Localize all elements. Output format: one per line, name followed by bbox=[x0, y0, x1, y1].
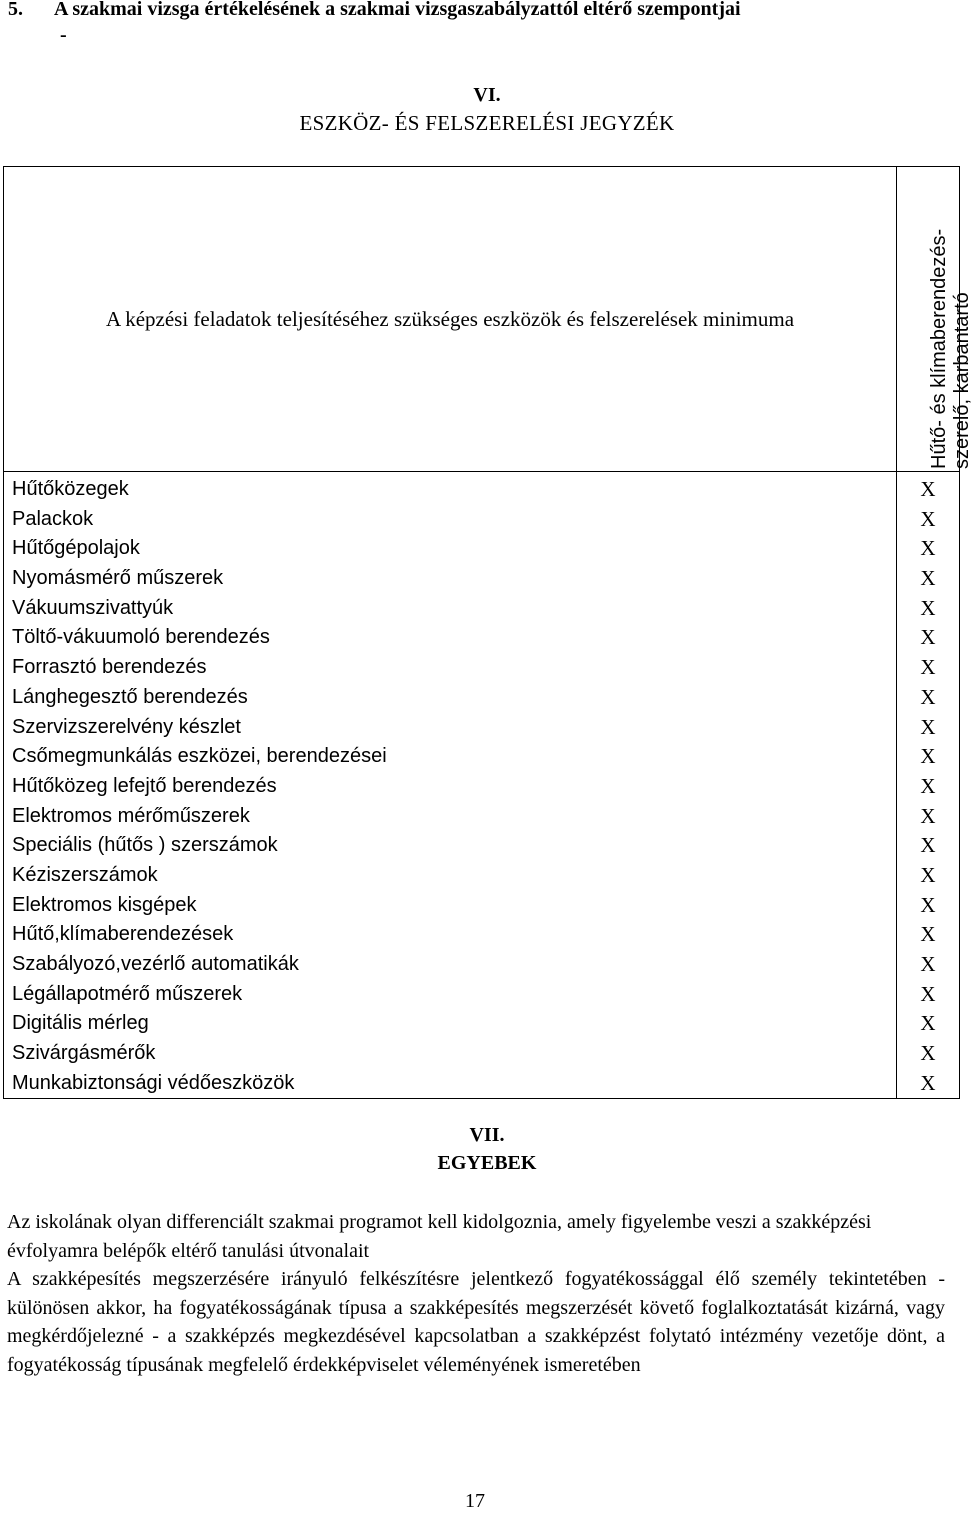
mark-list bbox=[897, 472, 960, 1099]
equipment-item: Hűtőgépolajok bbox=[12, 537, 140, 560]
equipment-mark: X bbox=[920, 744, 936, 769]
equipment-mark: X bbox=[920, 625, 936, 650]
equipment-mark: X bbox=[920, 655, 936, 680]
section-5-heading bbox=[8, 0, 741, 21]
table-body-row bbox=[4, 472, 960, 1099]
equipment-item: Elektromos mérőműszerek bbox=[12, 804, 250, 827]
equipment-item: Munkabiztonsági védőeszközök bbox=[12, 1071, 295, 1094]
equipment-mark: X bbox=[920, 862, 936, 887]
equipment-item: Forrasztó berendezés bbox=[12, 656, 207, 679]
equipment-mark: X bbox=[920, 922, 936, 947]
equipment-item: Nyomásmérő műszerek bbox=[12, 567, 224, 590]
page-number: 17 bbox=[465, 1490, 485, 1512]
section-5-content: - bbox=[60, 24, 67, 46]
equipment-item: Kéziszerszámok bbox=[12, 863, 158, 886]
equipment-item: Csőmegmunkálás eszközei, berendezései bbox=[12, 745, 387, 768]
equipment-item: Hűtőközeg lefejtő berendezés bbox=[12, 774, 277, 797]
equipment-mark: X bbox=[920, 803, 936, 828]
equipment-item: Speciális (hűtős ) szerszámok bbox=[12, 834, 278, 857]
equipment-item: Palackok bbox=[12, 507, 94, 530]
table-header-row bbox=[4, 167, 960, 472]
equipment-mark: X bbox=[920, 833, 936, 858]
equipment-mark: X bbox=[920, 536, 936, 561]
equipment-mark: X bbox=[920, 1041, 936, 1066]
paragraph-1: Az iskolának olyan differenciált szakmai programot kell kidolgoznia, amely figyelembe veszi a szakképzési évfolyamra belépők eltérő tanulási útvonalait bbox=[7, 1211, 872, 1262]
table-header-right bbox=[897, 167, 973, 472]
equipment-item: Szivárgásmérők bbox=[12, 1042, 156, 1065]
equipment-mark: X bbox=[920, 1011, 936, 1036]
vertical-header-text bbox=[928, 229, 974, 469]
equipment-list bbox=[4, 472, 897, 1099]
paragraph-2 bbox=[7, 1265, 945, 1380]
equipment-item: Hűtőközegek bbox=[12, 478, 129, 500]
equipment-mark: X bbox=[920, 981, 936, 1006]
equipment-item: Szervizszerelvény készlet bbox=[12, 715, 241, 738]
table-header-left: A képzési feladatok teljesítéséhez szükséges eszközök és felszerelések minimuma bbox=[4, 167, 897, 472]
equipment-mark: X bbox=[920, 773, 936, 798]
equipment-item: Töltő-vákuumoló berendezés bbox=[12, 626, 270, 649]
chapter-6-number: VI. bbox=[473, 84, 501, 106]
chapter-7-title: EGYEBEK bbox=[437, 1152, 537, 1174]
paragraph-2-text: A szakképesítés megszerzésére irányuló felkészítésre jelentkező fogyatékossággal élő személy tekintetében - különösen akkor, ha fogyatékosságának típusa a szakképesítés megszerzését követő foglalkoztatását kizárná, vagy megkérdőjelezné - a szakképzés megkezdésével kapcsolatban a szakképzést folytató intézmény vezetője dönt, a fogyatékosság típusának megfelelő érdekképviselet véleményének ismeretében bbox=[7, 1268, 945, 1377]
equipment-item: Hűtő,klímaberendezések bbox=[12, 923, 234, 946]
equipment-item: Lánghegesztő berendezés bbox=[12, 685, 248, 708]
vertical-header-line-1: Hűtő- és klímaberendezés- bbox=[928, 228, 950, 469]
equipment-mark: X bbox=[920, 506, 936, 531]
equipment-mark: X bbox=[920, 952, 936, 976]
vertical-header-line-2: szerelő, karbantartó bbox=[951, 292, 973, 469]
equipment-table bbox=[3, 166, 973, 1099]
equipment-item: Digitális mérleg bbox=[12, 1012, 149, 1035]
section-5-number: 5. bbox=[8, 0, 23, 20]
equipment-mark: X bbox=[920, 684, 936, 709]
chapter-6-title: ESZKÖZ- ÉS FELSZERELÉSI JEGYZÉK bbox=[299, 111, 675, 135]
equipment-mark: X bbox=[920, 566, 936, 591]
chapter-7-number: VII. bbox=[469, 1124, 505, 1146]
equipment-item: Légállapotmérő műszerek bbox=[12, 982, 243, 1005]
equipment-mark: X bbox=[920, 477, 936, 501]
equipment-item: Elektromos kisgépek bbox=[12, 893, 197, 916]
equipment-item: Szabályozó,vezérlő automatikák bbox=[12, 953, 299, 975]
section-5-title: A szakmai vizsga értékelésének a szakmai vizsgaszabályzattól eltérő szempontjai bbox=[54, 0, 741, 20]
equipment-item: Vákuumszivattyúk bbox=[12, 596, 174, 619]
equipment-mark: X bbox=[920, 595, 936, 620]
equipment-mark: X bbox=[920, 714, 936, 739]
equipment-mark: X bbox=[920, 892, 936, 917]
equipment-mark: X bbox=[920, 1070, 936, 1095]
